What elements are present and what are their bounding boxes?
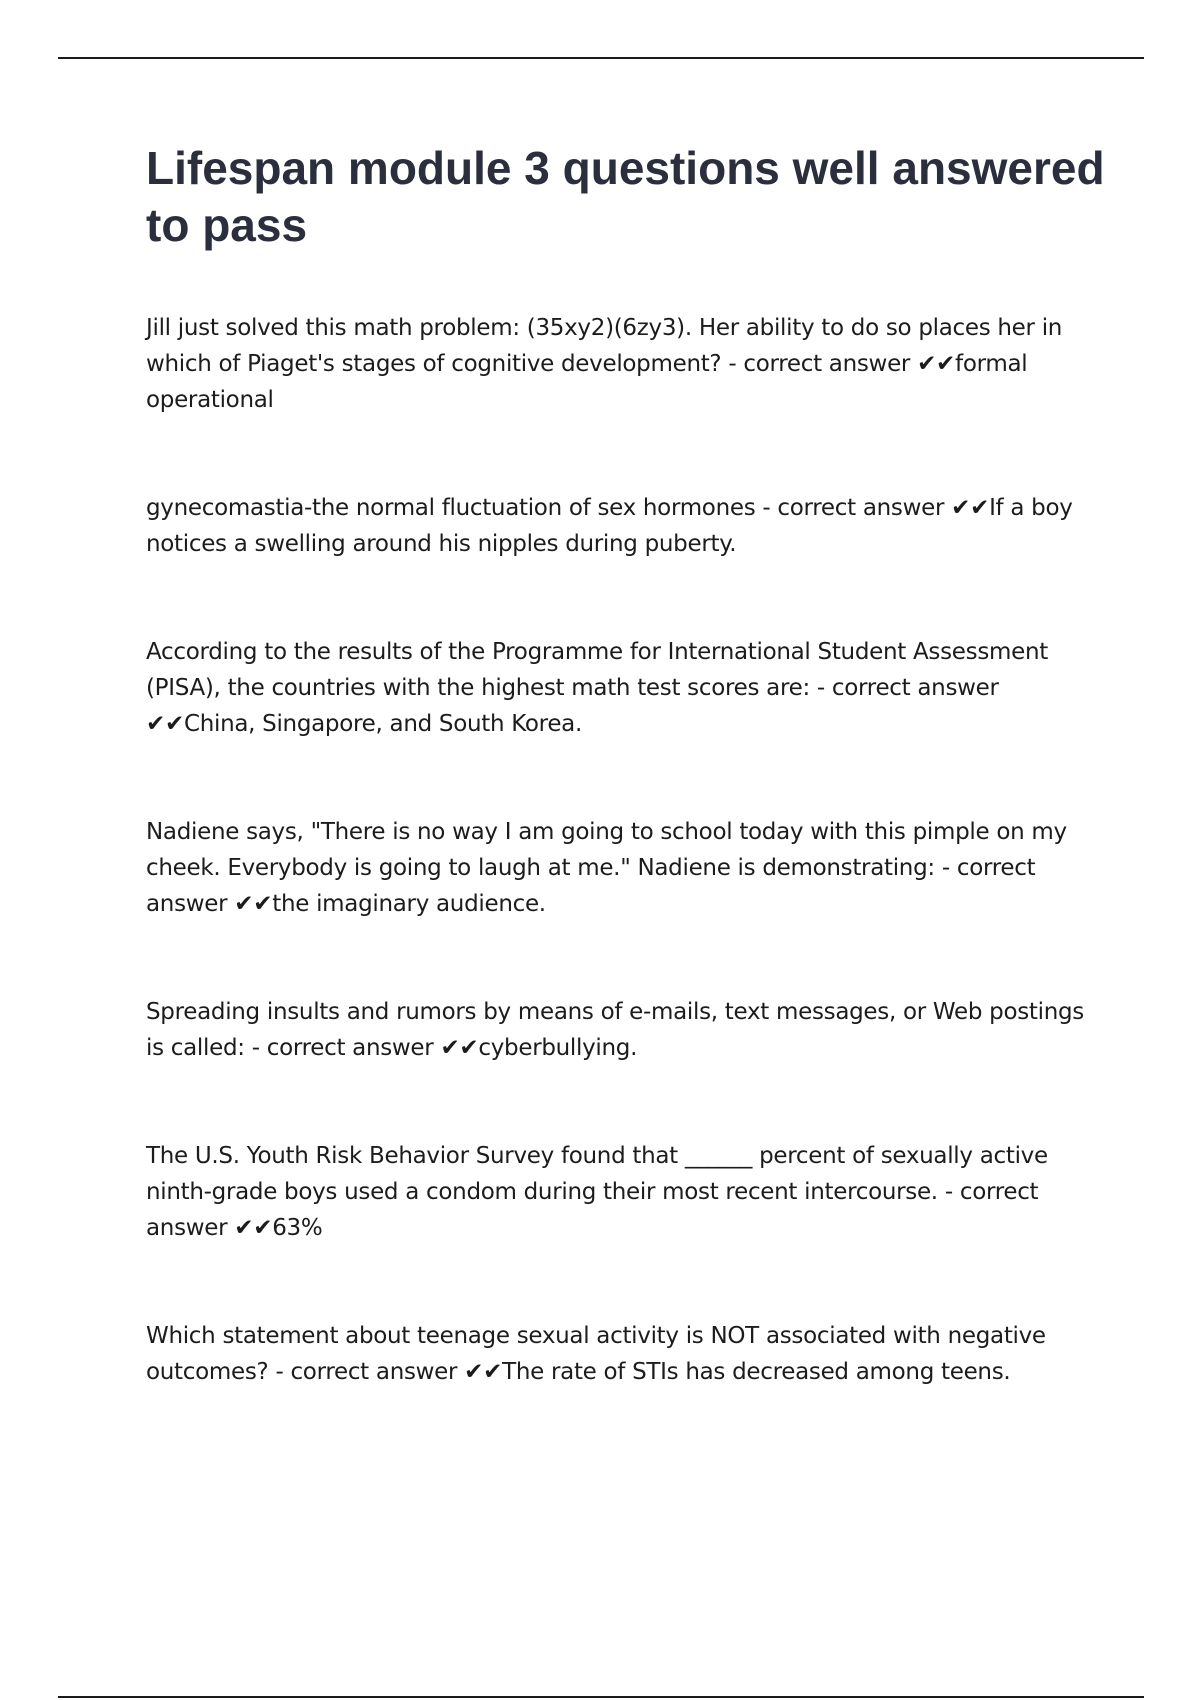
qa-item-3: According to the results of the Programme for International Student Assessment (PISA), the countries with the highest math test scores are: - correct answer ✔✔China, Singapore, and South Korea.: [146, 639, 1048, 737]
document-body: [146, 140, 1106, 1390]
header-rule: [58, 57, 1144, 59]
qa-item-6: The U.S. Youth Risk Behavior Survey found that ______ percent of sexually active ninth-grade boys used a condom during their most recent intercourse. - correct answer ✔✔63%: [146, 1143, 1048, 1241]
qa-item-1: Jill just solved this math problem: (35xy2)(6zy3). Her ability to do so places her in which of Piaget's stages of cognitive development? - correct answer ✔✔formal operational: [146, 315, 1063, 413]
qa-item-4: Nadiene says, "There is no way I am going to school today with this pimple on my cheek. Everybody is going to laugh at me." Nadiene is demonstrating: - correct answer ✔✔the imaginary audience.: [146, 819, 1067, 917]
qa-list: [146, 310, 1106, 1390]
footer-rule: [58, 1696, 1144, 1698]
qa-item-5: Spreading insults and rumors by means of e-mails, text messages, or Web postings is called: - correct answer ✔✔cyberbullying.: [146, 999, 1084, 1061]
qa-item-7: Which statement about teenage sexual activity is NOT associated with negative outcomes? - correct answer ✔✔The rate of STIs has decreased among teens.: [146, 1323, 1046, 1385]
document-title: Lifespan module 3 questions well answered to pass: [146, 142, 1105, 251]
qa-item-2: gynecomastia-the normal fluctuation of sex hormones - correct answer ✔✔If a boy notices a swelling around his nipples during puberty.: [146, 495, 1073, 557]
